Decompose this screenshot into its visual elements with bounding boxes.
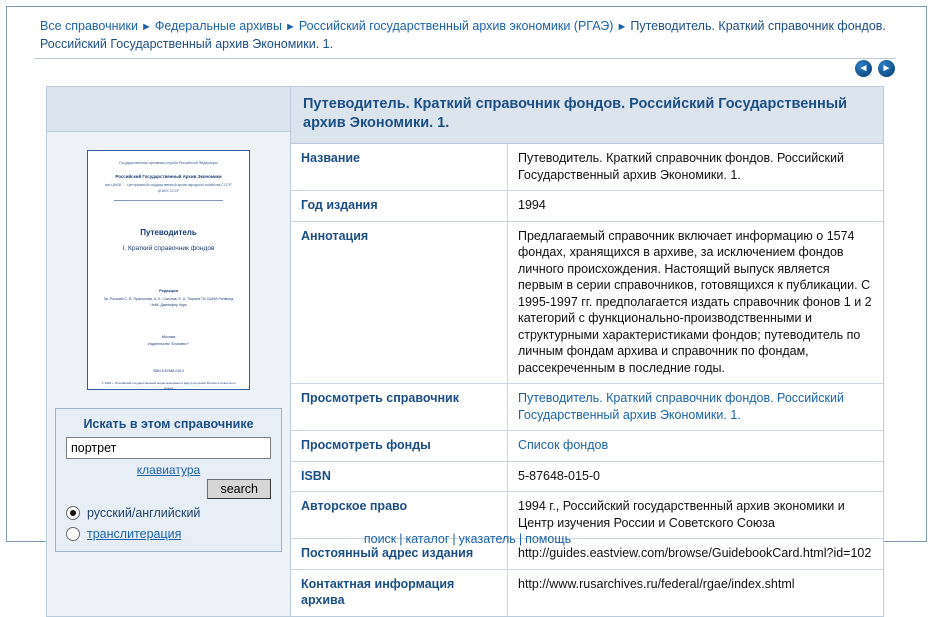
cover-city: Москва (161, 333, 176, 339)
table-row (291, 431, 883, 462)
footer-link-catalog[interactable]: каталог (405, 532, 450, 546)
search-panel-title: Искать в этом справочнике (83, 417, 254, 431)
field-value: 5-87648-015-0 (508, 461, 884, 492)
breadcrumb-item-2[interactable]: Российский государственный архив экономики (РГАЭ) (298, 19, 614, 33)
table-row (291, 221, 883, 384)
view-funds-link[interactable]: Список фондов (518, 438, 609, 452)
table-row (291, 461, 883, 492)
search-option-transliteration-label[interactable]: транслитерация (87, 527, 182, 541)
next-record-icon[interactable]: ► (878, 60, 895, 77)
record-navigation (855, 60, 895, 77)
previous-record-icon[interactable]: ◄ (855, 60, 872, 77)
field-label: Просмотреть фонды (291, 431, 508, 462)
footer-nav (0, 532, 935, 546)
breadcrumb-separator-2: ► (616, 21, 628, 33)
left-column-header (47, 87, 290, 132)
cover-top-line: Государственная архивная служба Российской Федерации (119, 161, 218, 165)
field-label: Постоянный адрес издания (291, 539, 508, 570)
field-value: http://guides.eastview.com/browse/GuidebookCard.html?id=102 (508, 539, 884, 570)
field-value: Путеводитель. Краткий справочник фондов. Российский Государственный архив Экономики. 1. (508, 144, 884, 191)
footer-link-index[interactable]: указатель (458, 532, 516, 546)
search-panel (55, 408, 282, 552)
field-label: Просмотреть справочник (291, 384, 508, 431)
page-title: Путеводитель. Краткий справочник фондов. Российский Государственный архив Экономики. 1. (291, 87, 883, 144)
field-label: ISBN (291, 461, 508, 492)
table-row (291, 384, 883, 431)
search-input[interactable] (66, 437, 271, 459)
field-label: Год издания (291, 191, 508, 222)
cover-org-sub1: при ЦНИИ "... Центральный государственный архив народного хозяйства СССР" (104, 183, 233, 187)
breadcrumb-separator-1: ► (284, 21, 296, 33)
cover-publisher: Издательство "Благовест" (148, 341, 189, 346)
search-option-russian-english[interactable] (66, 506, 271, 520)
cover-copyright-note: © 1994 г., Российский государственный архив экономики и Центр изучения России и Советского Союза (101, 381, 236, 391)
breadcrumb (40, 18, 890, 53)
breadcrumb-item-0[interactable]: Все справочники (40, 19, 138, 33)
footer-link-search[interactable]: поиск (363, 532, 397, 546)
cover-org-sub2: ЦГАНХ СССР (157, 189, 180, 194)
field-value: 1994 г., Российский государственный архив экономики и Центр изучения России и Советского Союза (508, 492, 884, 539)
book-cover-image (87, 150, 250, 390)
virtual-keyboard-link[interactable]: клавиатура (136, 463, 201, 477)
cover-editors-heading: Редакция (159, 288, 178, 294)
search-button[interactable]: search (207, 479, 271, 499)
field-label: Контактная информация архива (291, 569, 508, 616)
field-label: Аннотация (291, 221, 508, 384)
field-value: Предлагаемый справочник включает информацию о 1574 фондах, хранящихся в архиве, за исключением фондов личного происхождения. Настоящий выпуск является первым в серии справочников, готовящихся к публикации. С 1995-1997 гг. предполагается издать справочник фонов 1 и 2 категорий с функционально-производственными и структурными характеристиками фондов; путеводитель по личным фондам архива и справочник по фондам, рассекреченным в последние годы. (508, 221, 884, 384)
field-label: Название (291, 144, 508, 191)
search-option-russian-english-label: русский/английский (87, 506, 201, 520)
cover-editors: Зв. Россией С. В. Прасолова, А. К. Соколов, Е. А. Тюрина По СШНА Ричмонд Чейз, Дженифер Курк (103, 297, 234, 307)
breadcrumb-item-current: Путеводитель. Краткий справочник фондов. Российский Государственный архив Экономики. 1. (40, 19, 886, 51)
field-value (508, 384, 884, 431)
breadcrumb-item-1[interactable]: Федеральные архивы (154, 19, 282, 33)
table-row (291, 144, 883, 191)
breadcrumb-divider (34, 58, 896, 59)
table-row (291, 191, 883, 222)
cover-title: Путеводитель (140, 228, 197, 238)
cover-image-wrap (47, 132, 290, 404)
field-value: 1994 (508, 191, 884, 222)
cover-isbn: ISBN 5-87648-015-0 (152, 369, 185, 373)
footer-separator: | (399, 532, 403, 546)
table-row (291, 569, 883, 616)
field-value (508, 431, 884, 462)
radio-russian-english-icon[interactable] (66, 506, 80, 520)
footer-separator: | (452, 532, 456, 546)
footer-link-help[interactable]: помощь (525, 532, 572, 546)
cover-subtitle: I. Краткий справочник фондов (122, 245, 215, 253)
breadcrumb-separator-0: ► (140, 21, 152, 33)
view-guide-link[interactable]: Путеводитель. Краткий справочник фондов. Российский Государственный архив Экономики. 1. (518, 391, 844, 422)
cover-org: Российский Государственный Архив Экономики (115, 174, 222, 180)
cover-divider (114, 200, 223, 201)
field-label: Авторское право (291, 492, 508, 539)
footer-separator: | (518, 532, 523, 546)
search-button-row (66, 479, 271, 499)
field-value: http://www.rusarchives.ru/federal/rgae/index.shtml (518, 576, 795, 591)
